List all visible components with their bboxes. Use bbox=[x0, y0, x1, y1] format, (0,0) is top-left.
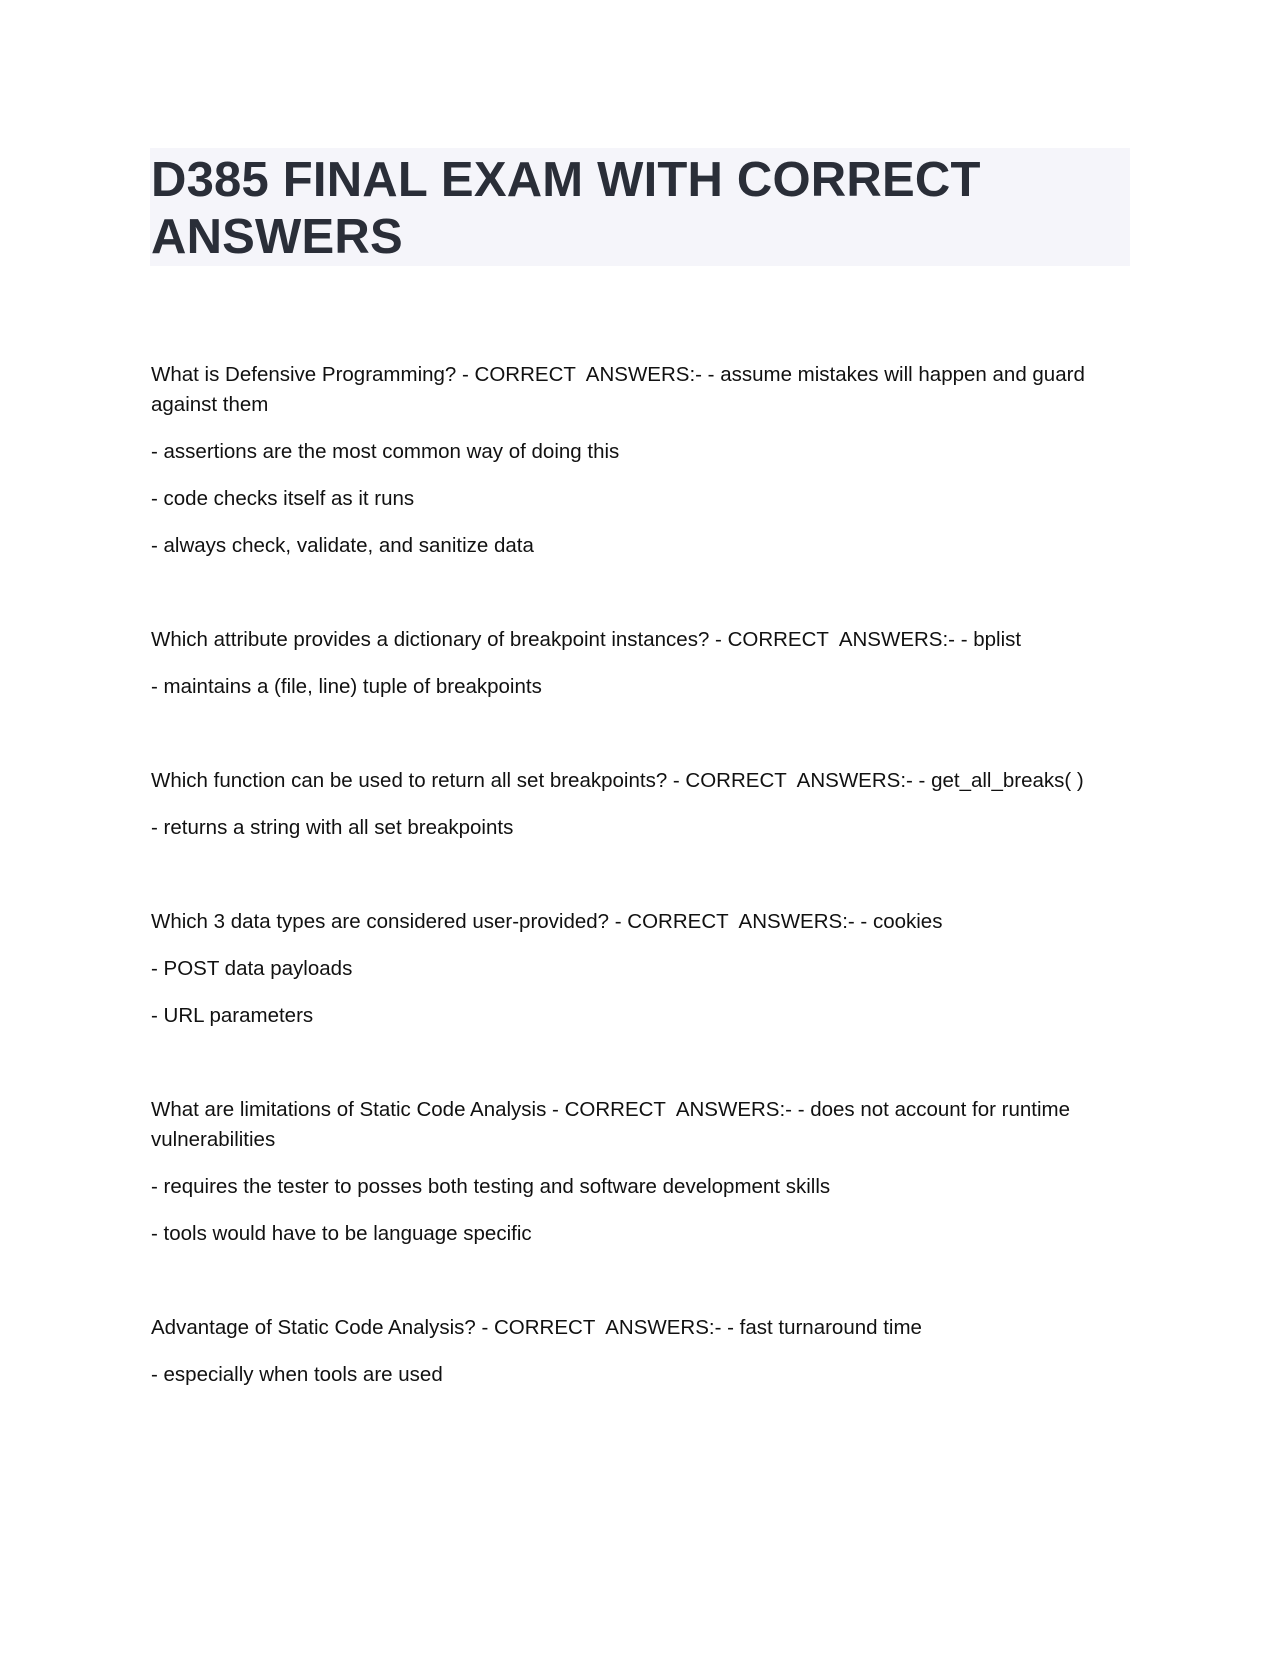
spacer bbox=[151, 719, 1091, 766]
question-text: What are limitations of Static Code Analysis - CORRECT ANSWERS:- - does not account for runtime vulnerabilities bbox=[151, 1098, 1076, 1151]
answer-detail: - tools would have to be language specific bbox=[151, 1222, 532, 1245]
answer-detail: - returns a string with all set breakpoints bbox=[151, 816, 514, 839]
qa-content bbox=[151, 360, 1091, 1407]
spacer bbox=[151, 578, 1091, 625]
question-text: Which function can be used to return all set breakpoints? - CORRECT ANSWERS:- - get_all_breaks( ) bbox=[151, 769, 1084, 792]
answer-detail: - assertions are the most common way of doing this bbox=[151, 440, 620, 463]
qa-block bbox=[151, 766, 1091, 843]
spacer bbox=[151, 1048, 1091, 1095]
qa-block bbox=[151, 360, 1091, 561]
spacer bbox=[151, 1266, 1091, 1313]
answer-detail: - always check, validate, and sanitize data bbox=[151, 534, 534, 557]
answer-detail: - code checks itself as it runs bbox=[151, 487, 415, 510]
answer-detail: - especially when tools are used bbox=[151, 1363, 443, 1386]
qa-block bbox=[151, 907, 1091, 1031]
qa-block bbox=[151, 625, 1091, 702]
spacer bbox=[151, 860, 1091, 907]
answer-detail: - requires the tester to posses both testing and software development skills bbox=[151, 1175, 831, 1198]
answer-detail: - maintains a (file, line) tuple of breakpoints bbox=[151, 675, 542, 698]
question-text: Advantage of Static Code Analysis? - CORRECT ANSWERS:- - fast turnaround time bbox=[151, 1316, 922, 1339]
document-title: D385 FINAL EXAM WITH CORRECT ANSWERS bbox=[151, 153, 981, 264]
question-text: Which attribute provides a dictionary of breakpoint instances? - CORRECT ANSWERS:- - bplist bbox=[151, 628, 1022, 651]
answer-detail: - URL parameters bbox=[151, 1004, 314, 1027]
title-banner bbox=[150, 148, 1130, 266]
qa-block bbox=[151, 1095, 1091, 1249]
question-text: Which 3 data types are considered user-provided? - CORRECT ANSWERS:- - cookies bbox=[151, 910, 943, 933]
qa-block bbox=[151, 1313, 1091, 1390]
answer-detail: - POST data payloads bbox=[151, 957, 353, 980]
question-text: What is Defensive Programming? - CORRECT ANSWERS:- - assume mistakes will happen and guard against them bbox=[151, 363, 1091, 416]
